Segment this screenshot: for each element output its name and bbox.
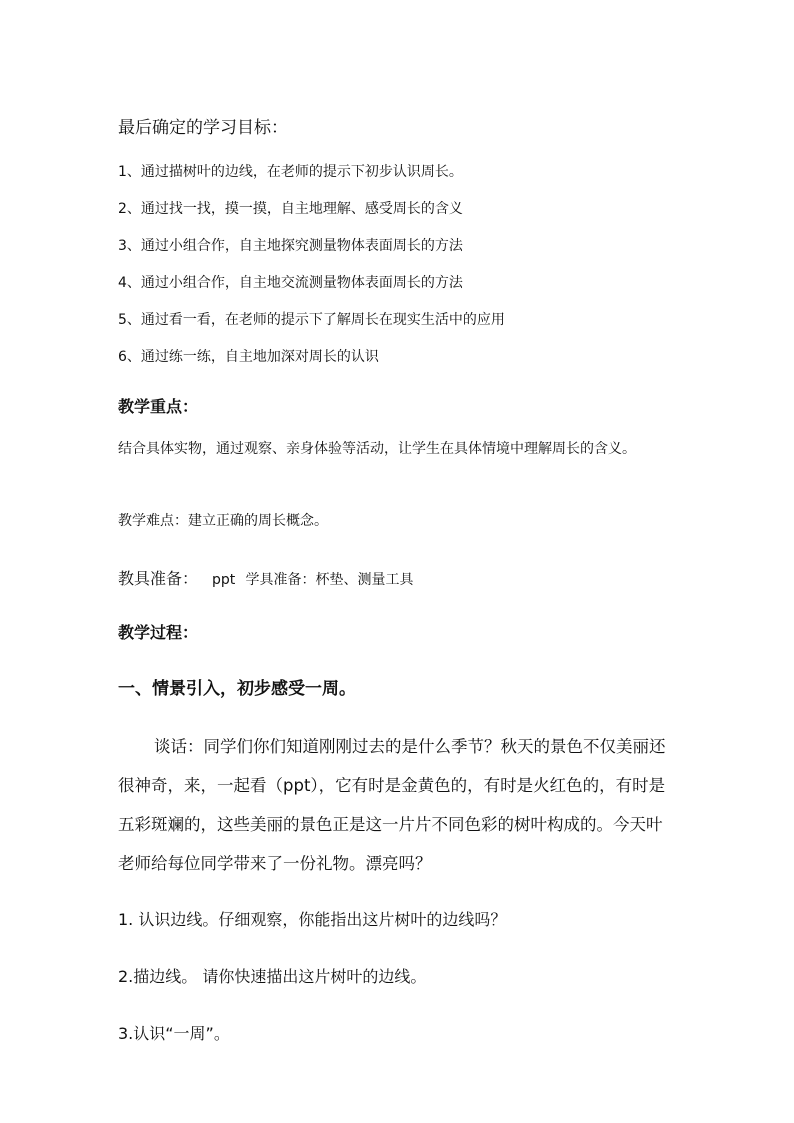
goal-item-1: 1、通过描树叶的边线，在老师的提示下初步认识周长。 [118,164,463,180]
student-tools: 学具准备：杯垫、测量工具 [245,572,414,588]
goal-item-6: 6、通过练一练，自主地加深对周长的认识 [118,349,379,365]
section-1-title: 一、情景引入，初步感受一周。 [118,679,356,699]
tools-line [118,566,413,589]
key-point-text: 结合具体实物，通过观察、亲身体验等活动，让学生在具体情境中理解周长的含义。 [118,441,636,457]
goal-item-3: 3、通过小组合作，自主地探究测量物体表面周长的方法 [118,238,463,254]
teacher-tools: ppt [212,572,236,588]
key-point-heading: 教学重点： [118,397,199,416]
tools-label: 教具准备： [118,569,199,588]
step-1: 1. 认识边线。仔细观察，你能指出这片树叶的边线吗？ [118,910,507,929]
learning-goals-heading: 最后确定的学习目标： [118,118,288,138]
step-3: 3.认识“一周”。 [118,1024,230,1043]
goal-item-5: 5、通过看一看，在老师的提示下了解周长在现实生活中的应用 [118,312,505,328]
goal-item-4: 4、通过小组合作，自主地交流测量物体表面周长的方法 [118,275,463,291]
step-2: 2.描边线。 请你快速描出这片树叶的边线。 [118,967,427,986]
goal-item-2: 2、通过找一找，摸一摸，自主地理解、感受周长的含义 [118,201,463,217]
section-1-paragraph: 谈话：同学们你们知道刚刚过去的是什么季节？秋天的景色不仅美丽还很神奇，来，一起看（ppt），它有时是金黄色的，有时是火红色的，有时是五彩斑斓的，这些美丽的景色正是这一片片不同色彩的树叶构成的。今天叶老师给每位同学带来了一份礼物。漂亮吗？ [118,737,666,873]
difficulty-text: 教学难点：建立正确的周长概念。 [118,513,328,529]
process-heading: 教学过程： [118,623,199,642]
